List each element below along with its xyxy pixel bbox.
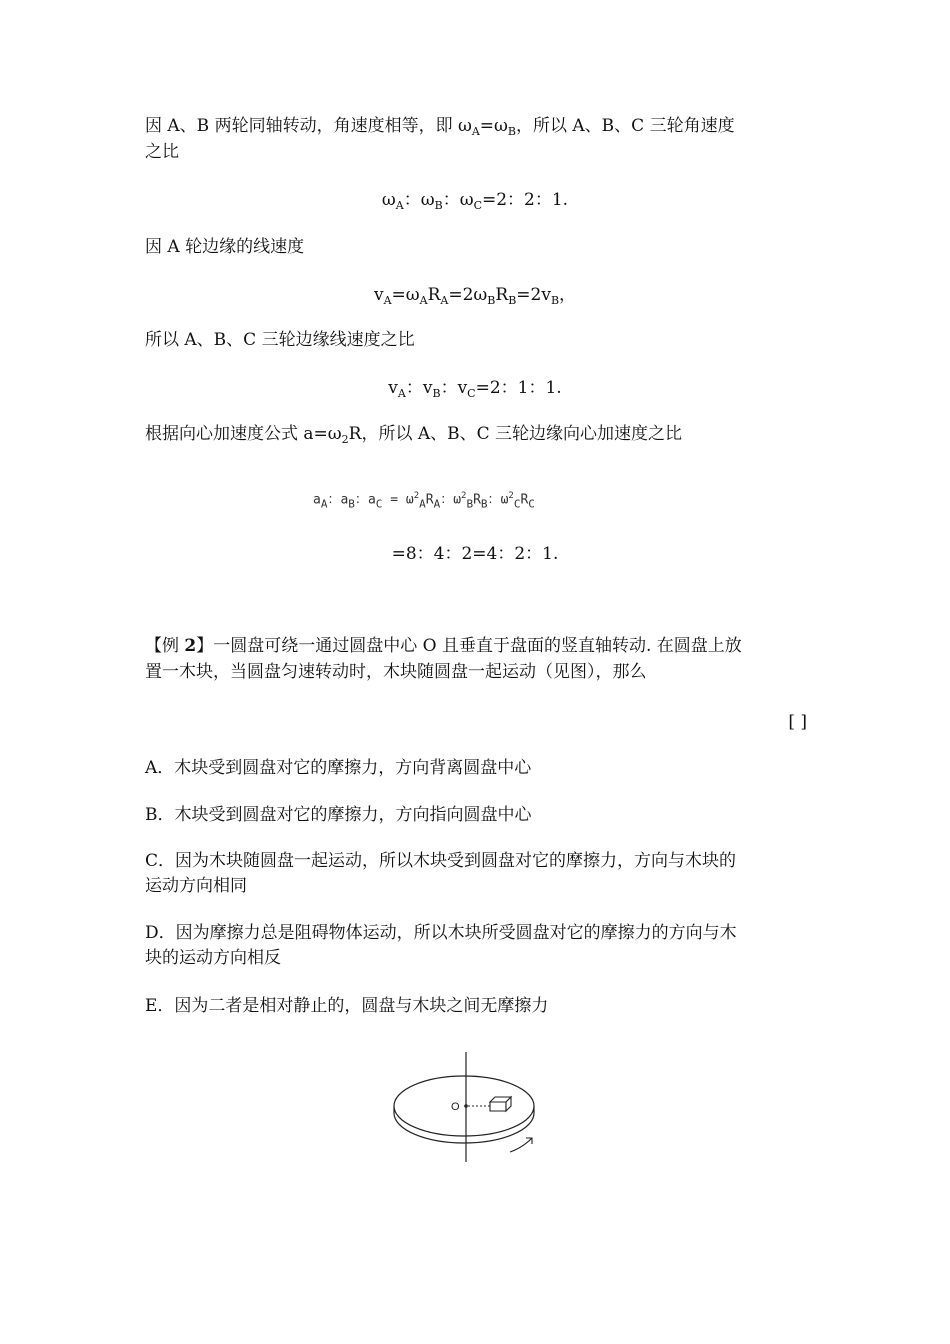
omega: ω (381, 190, 396, 210)
subscript: A (419, 497, 426, 511)
r: R (427, 285, 441, 305)
subscript: B (550, 294, 560, 307)
subscript: A (383, 294, 392, 307)
omega: ω (500, 492, 509, 508)
equation-angular-velocity-ratio (0, 188, 950, 218)
example-number: 2 (184, 636, 197, 656)
subscript: C (513, 497, 521, 511)
omega: ω (405, 492, 414, 508)
a: a (367, 492, 376, 508)
ratio-value: =2：2：1. (481, 190, 569, 210)
omega: ω (459, 190, 474, 210)
text: =ω (479, 116, 508, 136)
subscript: C (528, 497, 535, 511)
subscript: B (487, 294, 496, 307)
equation-linear-velocity-ratio (0, 376, 950, 406)
rotation-arrow (510, 1138, 532, 1152)
example-2-line2: 置一木块，当圆盘匀速转动时，木块随圆盘一起运动（见图），那么 (145, 662, 647, 682)
a: a (340, 492, 349, 508)
equation-acceleration-result: =8：4：2=4：2：1. (391, 544, 559, 564)
subscript: B (466, 497, 474, 511)
subscript: B (507, 125, 516, 138)
option-d-line1: D．因为摩擦力总是阻碍物体运动，所以木块所受圆盘对它的摩擦力的方向与木 (145, 923, 737, 943)
rotating-disk-figure (392, 1050, 552, 1170)
center-label: O (451, 1101, 460, 1113)
paragraph-angular-velocity-line2: 之比 (145, 142, 179, 162)
subscript: B (508, 294, 517, 307)
subscript: 2 (341, 433, 349, 446)
r: R (495, 285, 509, 305)
example-2-line1 (145, 634, 742, 658)
subscript: A (433, 497, 441, 511)
v: v (457, 378, 468, 398)
omega: =ω (391, 285, 420, 305)
option-c-line2: 运动方向相同 (145, 876, 247, 896)
r: R (425, 492, 434, 508)
center-point (464, 1104, 468, 1108)
v: =2v (516, 285, 551, 305)
option-c-line1: C．因为木块随圆盘一起运动，所以木块受到圆盘对它的摩擦力，方向与木块的 (145, 851, 737, 871)
colon: ： (327, 492, 341, 508)
omega: =2ω (448, 285, 488, 305)
v: v (422, 378, 433, 398)
option-d-line2: 块的运动方向相反 (145, 948, 281, 968)
subscript: A (397, 387, 406, 400)
subscript: B (348, 497, 355, 511)
omega: ω (420, 190, 435, 210)
subscript: A (440, 294, 449, 307)
paragraph-angular-velocity-line1 (145, 114, 735, 144)
colon: ： (354, 492, 368, 508)
subscript: A (419, 294, 428, 307)
paragraph-linear-velocity-intro: 因 A 轮边缘的线速度 (145, 237, 305, 257)
colon: ： (403, 190, 421, 210)
comma: ， (559, 285, 577, 305)
subscript: A (320, 497, 328, 511)
a: a (313, 492, 321, 508)
equals: = (390, 492, 399, 508)
subscript: B (480, 497, 488, 511)
superscript: 2 (413, 491, 420, 501)
v: v (373, 285, 384, 305)
answer-bracket: [ ] (788, 712, 807, 732)
r: R (520, 492, 529, 508)
paragraph-centripetal-acceleration (145, 422, 682, 452)
r: R (473, 492, 481, 508)
superscript: 2 (461, 491, 467, 501)
example-label: 【例 (145, 636, 185, 656)
text: 一圆盘可绕一通过圆盘中心 O 且垂直于盘面的竖直轴转动. 在圆盘上放 (213, 636, 742, 656)
option-a: A．木块受到圆盘对它的摩擦力，方向背离圆盘中心 (145, 758, 532, 778)
subscript: A (395, 199, 404, 212)
wooden-block (490, 1097, 511, 1111)
ratio-value: =2：1：1. (475, 378, 562, 398)
subscript: C (473, 199, 482, 212)
colon: ： (405, 378, 423, 398)
colon: ： (440, 378, 458, 398)
paragraph-linear-velocity-ratio-intro: 所以 A、B、C 三轮边缘线速度之比 (145, 330, 415, 350)
option-e: E．因为二者是相对静止的，圆盘与木块之间无摩擦力 (145, 996, 549, 1016)
omega: ω (453, 492, 462, 508)
text: 因 A、B 两轮同轴转动，角速度相等，即 ω (145, 116, 472, 136)
equation-linear-velocity (0, 283, 950, 313)
subscript: B (432, 387, 441, 400)
text: ，所以 A、B、C 三轮角速度 (516, 116, 735, 136)
subscript: B (434, 199, 443, 212)
superscript: 2 (508, 491, 514, 501)
colon: ： (487, 492, 501, 508)
subscript: C (467, 387, 476, 400)
example-label: 】 (196, 636, 214, 656)
subscript: A (471, 125, 480, 138)
text: R，所以 A、B、C 三轮边缘向心加速度之比 (348, 424, 683, 444)
colon: ： (442, 190, 460, 210)
subscript: C (375, 497, 383, 511)
disk-top (394, 1076, 534, 1136)
v: v (388, 378, 398, 398)
equation-acceleration-ratio (313, 484, 535, 516)
text: 根据向心加速度公式 a=ω (145, 424, 342, 444)
colon: ： (440, 492, 454, 508)
option-b: B．木块受到圆盘对它的摩擦力，方向指向圆盘中心 (145, 805, 532, 825)
